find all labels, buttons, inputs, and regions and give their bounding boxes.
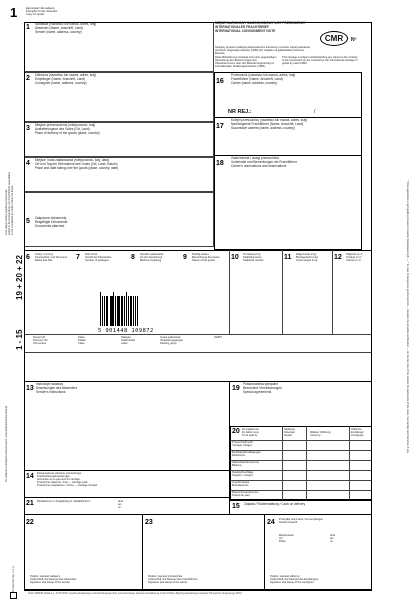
carrier-signature[interactable]: Podpis i stempel przewoźnika Unterschrift und Stempel des Frachtführers Signature and stamp of the carrier — [148, 575, 198, 585]
field-label[interactable]: Kolejni przewoźnicy (nazwisko lub nazwa, adres, kraj) Nachfolgende Frachtführer (Name, Anschrift, Land) Successive carriers (name, address, country) — [231, 118, 308, 130]
footer-text: Druk CMR/PL/Fiskus s. 1076 Wzór międzynarodowego samochodowego listu przewozowego stanowi nieodłączną część Polsko-Międzynarodowego Ustawa Transportu Drogowego (IRU) — [28, 592, 242, 595]
field-label: Waga brutto w kg Bruttogewicht in kg Gross weight in kg — [296, 253, 318, 263]
copy-number: 1 — [10, 5, 18, 20]
nr-label: Nº — [351, 37, 357, 43]
field-label: Sposób opakowania Art der Verpackung Method of packing — [140, 253, 164, 263]
col-consignee: Odbiorca Empfänger Consignee — [351, 428, 364, 438]
field-label[interactable]: Instrukcje nadawcy Anweisungen des Absenders Sender's instructions — [36, 382, 78, 394]
adr-class-label: Klasa Klasse Class — [78, 336, 86, 346]
field-label: Nadawca (nazwisko lub nazwa, adres, kraj) Absender (Name, Anschrift, Land) Sender (name, address, country) — [35, 22, 97, 34]
series-number: 1 - 15 — [15, 329, 24, 350]
form-frame — [24, 22, 372, 590]
col-sender: Nadawca Absender Sender — [284, 428, 296, 438]
barcode-number: 5 901448 109872 — [98, 328, 154, 334]
field-label: Przesyłkę otrzymano / Gut empfangen Goods received — [279, 518, 324, 525]
field-label: Rodzaj towaru Bezeichnung des Gutes Nature of the goods — [192, 253, 220, 263]
adr-label-label: Nalepka Gefahrzettel Label — [121, 336, 136, 346]
adr-label: (ADR*) — [214, 336, 223, 339]
col-currency: Waluta / Währung Currency — [310, 431, 331, 438]
format-number: 19 + 20 + 22 — [15, 255, 24, 300]
copy-label: Egzemplarz dla nadawcy Exemplar für den Absender Copy for sender — [26, 7, 58, 17]
legal-pl: Niniejszy przewóz podlega postanowieniom konwencji o umowie międzynarodowej przewozu drogowego towarów (CMR) bez względu na jakiekolwiek przeciwne klauzule. — [215, 46, 311, 56]
dnia-label: dnia am on — [118, 500, 123, 510]
field-number: 18 — [216, 160, 224, 167]
field-number: 2 — [26, 75, 30, 82]
divider — [24, 590, 372, 591]
cmr-logo: CMR — [320, 31, 348, 46]
adr-un-label: Numer UN Nummer UN UN number — [33, 336, 48, 346]
publisher-logo-icon — [10, 592, 17, 599]
place-label[interactable]: Miejscowość Ort Place — [279, 534, 294, 544]
field-label: Miejsce i data załadowania (miejscowość, kraj, data) Ort und Tag der Übernahme des Gutes (Ort, Land, Datum) Place and date taking over the goods (place, country, date) — [35, 158, 119, 170]
field-number: 12 — [334, 254, 342, 261]
field-label[interactable]: Zapłata / Rückerstattung / Cash on delivery — [244, 502, 306, 506]
adr-group-label: Grupa pakowania Verpackungsgruppe Packing group — [160, 336, 184, 346]
field-number: 1 — [26, 24, 30, 31]
title-de: INTERNATIONALER FRACHTBRIEF — [215, 25, 269, 29]
field-label: Cechy i numery Kennzeichen und Nummern Marks and Nos — [35, 253, 68, 263]
title-pl: MIĘDZYNARODOWY SAMOCHODOWY LIST PRZEWOZOWY — [215, 21, 306, 25]
field-number: 22 — [26, 519, 34, 526]
legal-de: Diese Beförderung unterliegt trotz einer gegenteiligen Abmachung den Bestimmungen des Übereinkommens über den Beförderungsvertrag im internationalen Straßengüterverkehr (CMR). — [215, 56, 277, 69]
field-number: 8 — [131, 254, 135, 261]
field-label[interactable]: Postanowienia odnośnie przewoźnego Frachtzahlungsanweisungen Instruction as to payment for carriage Przewoźne opłacone / Frei — Carriage paid Przewoźne nieopłacone / Unfrei — Carriage forward — [37, 472, 97, 488]
field-number: 15 — [232, 503, 240, 510]
field-number: 6 — [26, 254, 30, 261]
field-label[interactable]: Wystawiono w / Ausgefertigt in / Established in — [37, 500, 91, 503]
right-margin-note: * Pola wypełnione w przypadku przewozu towarów niebezpiecznych — * In case of dangerous goods mention — besides the possible certification — on the last line of the column the particulars of the class, the number and the letter, if any. — [406, 180, 409, 454]
field-number: 24 — [267, 519, 275, 526]
field-label: Objętość w m³ Umfang in m³ Volume in m³ — [346, 253, 363, 263]
field-number: 7 — [76, 254, 80, 261]
nr-rej-label: NR REJ.: — [228, 109, 252, 115]
date-label[interactable]: dnia am on — [330, 534, 335, 544]
payment-row-label[interactable]: Przewoźne/Fracht Carriage charges — [232, 441, 253, 448]
field-number: 14 — [26, 473, 34, 480]
field-label[interactable]: Postanowienia specjalne Besondere Vereinbarungen Special agreements — [243, 382, 282, 394]
field-number: 11 — [284, 254, 292, 261]
field-label[interactable]: Przewoźnik (nazwisko lub nazwa, adres, kraj) Frachtführer (Name, Anschrift, Land) Carrier (name, address, country) — [231, 73, 296, 85]
sender-signature[interactable]: Podpis i stempel nadawcy Unterschrift und Stempel des Absenders Signature and stamp of the sender — [30, 575, 77, 585]
title-en: INTERNATIONAL CONSIGNMENT NOTE — [215, 29, 276, 33]
field-number: 3 — [26, 125, 30, 132]
field-number: 19 — [232, 385, 240, 392]
legal-en: This carriage is subject notwithstanding any clause to the contrary to the Convention on the Contract for the International Carriage of goods by road (CMR). — [282, 56, 358, 66]
shop-note: Do nabycia w sklepach internetowych: www.drukarniamarszalek.pl — [5, 405, 8, 482]
publisher: Drukarnia Sp. z o.o. — [11, 565, 15, 592]
field-number: 4 — [26, 160, 30, 167]
field-number: 5 — [26, 218, 30, 225]
field-number: 20 — [232, 428, 240, 435]
payment-row-label[interactable]: Inne/Sonstiges Miscellaneous — [232, 481, 250, 488]
payment-row-label[interactable]: Dopłaty/Zuschläge Supplem. charges — [232, 471, 254, 478]
field-label: Ilość sztuk Anzahl der Packstücke Number of packages — [85, 253, 112, 263]
field-number: 10 — [231, 254, 239, 261]
carrier-fill-note: Pola objęte ramką wypełnia przewoźnik Felder in der Umrandung vom Frachtführer auszufüllen To be completed by carrier within the frame — [5, 171, 14, 235]
field-number: 17 — [216, 123, 224, 130]
nr-rej-slash: / — [314, 109, 316, 115]
field-label: Nr statystyczny Statistiknummer Statistical number — [243, 253, 264, 263]
field-label: Załączone dokumenty Beigefügte Dokumente Documents attached — [35, 216, 68, 228]
field-label: Do zapłacenia Zu zahlen vom To be paid by — [242, 428, 260, 438]
consignee-signature[interactable]: Podpis i stempel odbiorcy Unterschrift und Stempel des Empfängers Signature and stamp of the consignee — [270, 575, 319, 585]
field-number: 16 — [216, 78, 224, 85]
field-label: Miejsce przeznaczenia (miejscowość, kraj) Auslieferungsort des Gutes (Ort, Land) Place of delivery of the goods (place, country) — [35, 123, 100, 135]
payment-row-label[interactable]: Razem/Gesamtsumme Total to be paid — [232, 491, 259, 498]
field-number: 23 — [145, 519, 153, 526]
field-number: 9 — [183, 254, 187, 261]
field-number: 13 — [26, 385, 34, 392]
field-label[interactable]: Zastrzeżenia i uwagi przewoźnika Vorbehalte und Bemerkungen der Frachtführer Carrier's reservations and observations — [231, 156, 297, 168]
field-label: Odbiorca (nazwisko lub nazwa, adres, kraj) Empfänger (Name, Anschrift, Land) Consignee (name, address, country) — [35, 73, 96, 85]
payment-row-label[interactable]: Saldo/Zwischensumme Balance — [232, 461, 259, 468]
field-number: 21 — [26, 500, 34, 507]
payment-row-label[interactable]: Bonifikaty/Ermäßigungen Deductions — [232, 451, 261, 458]
